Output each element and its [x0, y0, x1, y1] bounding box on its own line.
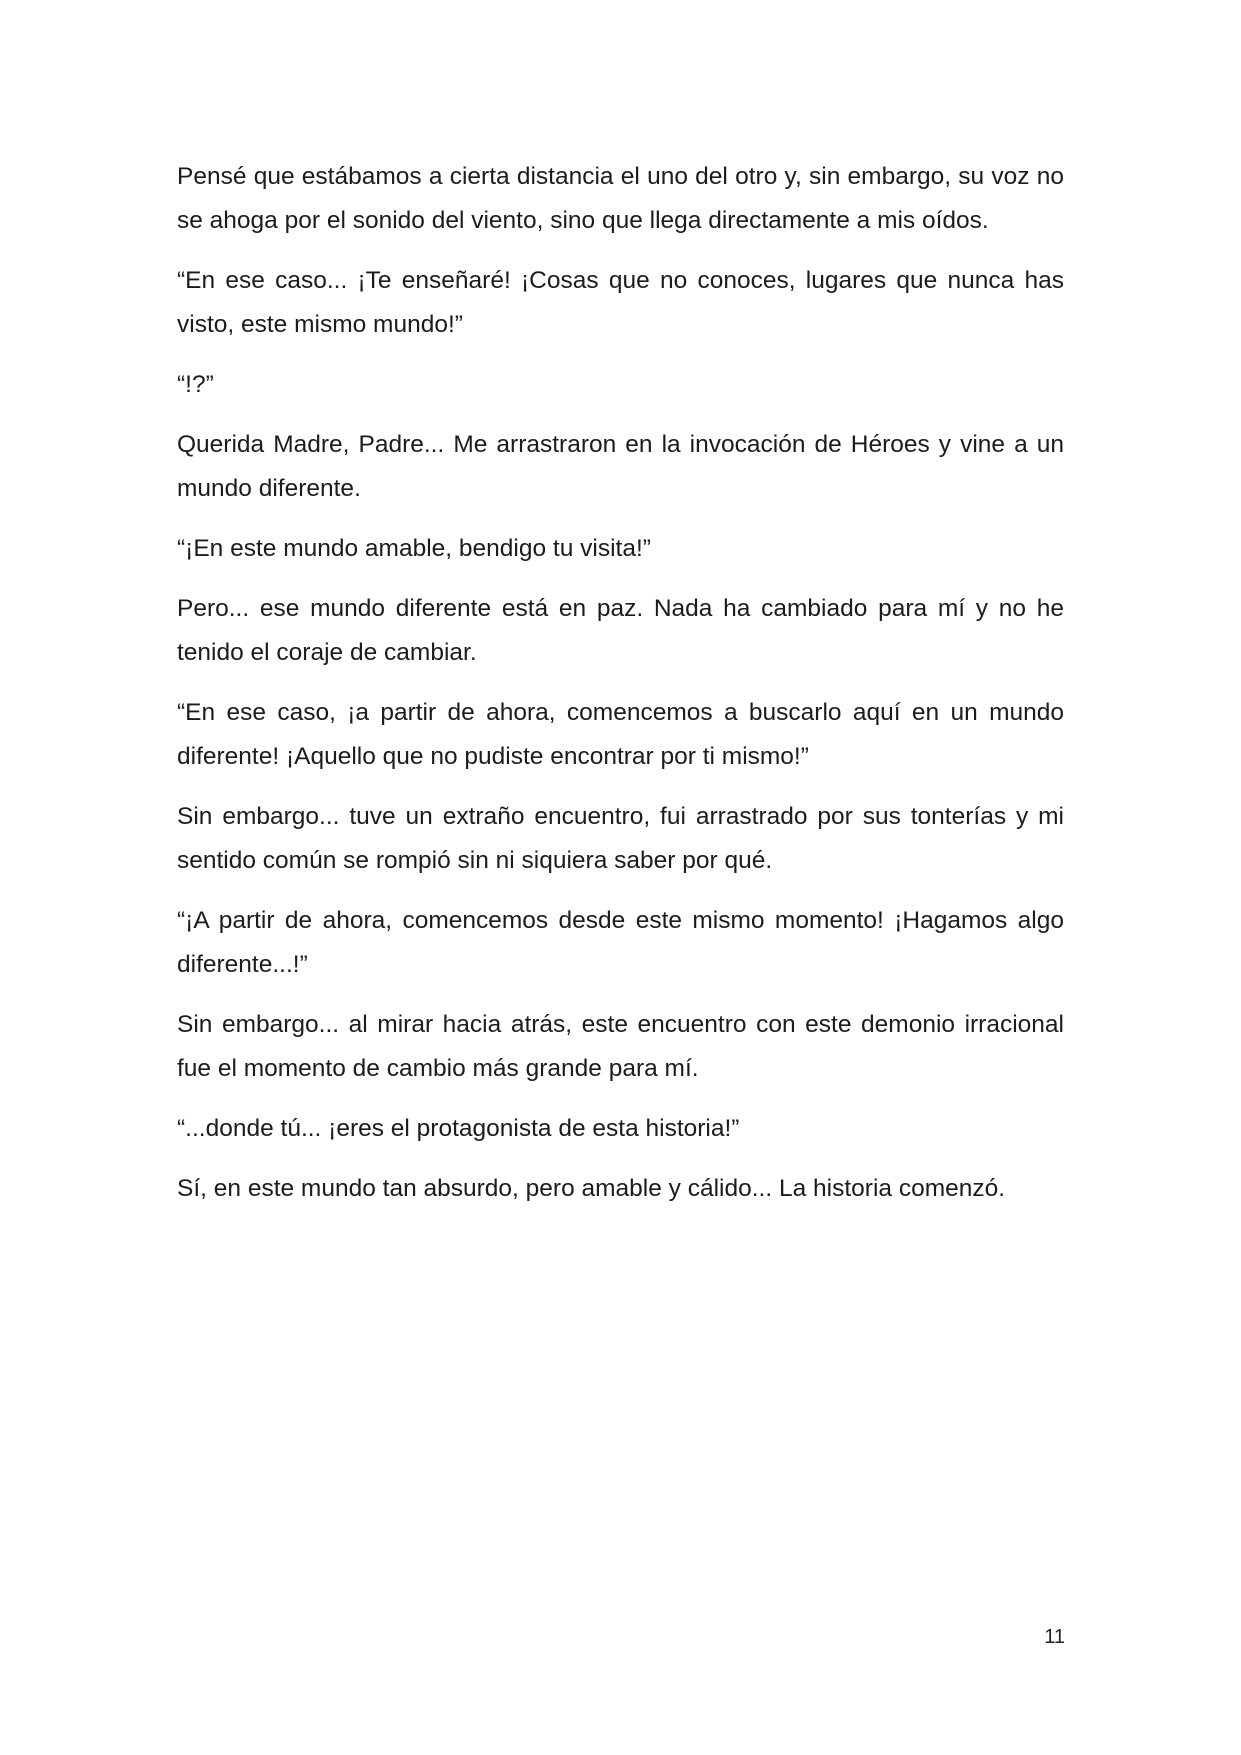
paragraph-10: Sin embargo... al mirar hacia atrás, este encuentro con este demonio irracional fue el momento de cambio más grande para mí. — [177, 1011, 1064, 1082]
paragraph-4: Querida Madre, Padre... Me arrastraron en la invocación de Héroes y vine a un mundo diferente. — [177, 431, 1064, 502]
paragraph-12: Sí, en este mundo tan absurdo, pero amable y cálido... La historia comenzó. — [177, 1175, 1006, 1202]
paragraph-3: “!?” — [177, 371, 214, 398]
paragraph-9: “¡A partir de ahora, comencemos desde este mismo momento! ¡Hagamos algo diferente...!” — [177, 907, 1064, 978]
paragraph-1: Pensé que estábamos a cierta distancia el uno del otro y, sin embargo, su voz no se ahoga por el sonido del viento, sino que llega directamente a mis oídos. — [177, 163, 1064, 234]
paragraph-8: Sin embargo... tuve un extraño encuentro, fui arrastrado por sus tonterías y mi sentido común se rompió sin ni siquiera saber por qué. — [177, 803, 1064, 874]
paragraph-2: “En ese caso... ¡Te enseñaré! ¡Cosas que no conoces, lugares que nunca has visto, este mismo mundo!” — [177, 267, 1064, 338]
body-text — [177, 155, 1064, 1227]
paragraph-6: Pero... ese mundo diferente está en paz. Nada ha cambiado para mí y no he tenido el coraje de cambiar. — [177, 595, 1064, 666]
paragraph-7: “En ese caso, ¡a partir de ahora, comencemos a buscarlo aquí en un mundo diferente! ¡Aquello que no pudiste encontrar por ti mismo!” — [177, 699, 1064, 770]
paragraph-11: “...donde tú... ¡eres el protagonista de esta historia!” — [177, 1115, 740, 1142]
paragraph-5: “¡En este mundo amable, bendigo tu visita!” — [177, 535, 651, 562]
page-number: 11 — [1044, 1626, 1065, 1648]
